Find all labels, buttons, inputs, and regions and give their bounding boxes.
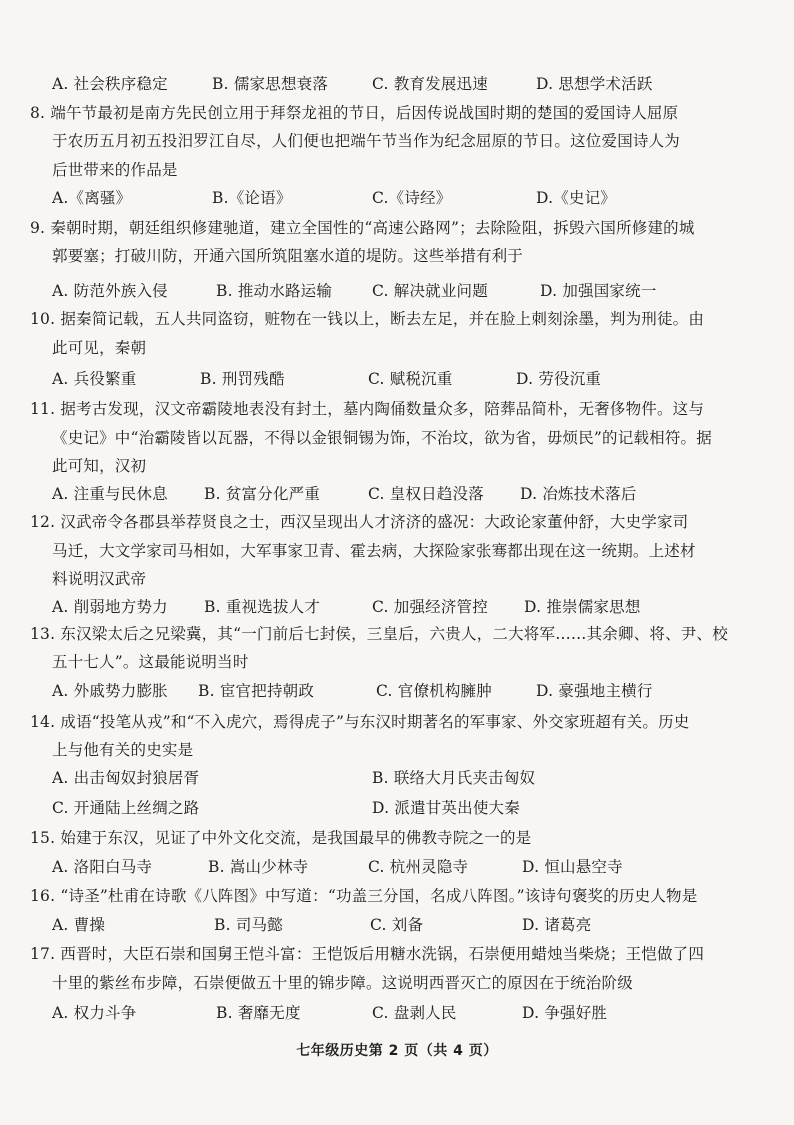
q8-option-a: A.《离骚》 <box>52 189 132 207</box>
q16-option-c: C. 刘备 <box>370 916 424 934</box>
q13-stem-line-1: 13. 东汉梁太后之兄梁冀，其“一门前后七封侯，三皇后，六贵人，二大将军……其余卿、将、尹、校 <box>30 625 728 643</box>
q10-stem-line-2: 此可见，秦朝 <box>52 339 147 357</box>
q14-option-a: A. 出击匈奴封狼居胥 <box>52 769 200 787</box>
q12-stem-line-2: 马迁，大文学家司马相如，大军事家卫青、霍去病，大探险家张骞都出现在这一统期。上述材 <box>52 542 696 560</box>
q11-stem-line-3: 此可知，汉初 <box>52 457 147 475</box>
q8-option-c: C.《诗经》 <box>372 189 452 207</box>
q9-option-b: B. 推动水路运输 <box>216 282 333 300</box>
q17-stem-line-2: 十里的紫丝布步障，石崇便做五十里的锦步障。这说明西晋灭亡的原因在于统治阶级 <box>52 974 633 992</box>
q13-option-a: A. 外戚势力膨胀 <box>52 682 168 700</box>
q10-option-a: A. 兵役繁重 <box>52 370 137 388</box>
q12-option-b: B. 重视选拔人才 <box>204 598 321 616</box>
q15-option-d: D. 恒山悬空寺 <box>522 858 623 876</box>
q9-option-c: C. 解决就业问题 <box>372 282 488 300</box>
q10-option-b: B. 刑罚残酷 <box>200 370 285 388</box>
q13-option-b: B. 宦官把持朝政 <box>198 682 315 700</box>
q9-stem-line-1: 9. 秦朝时期，朝廷组织修建驰道，建立全国性的“高速公路网”；去除险阻，拆毁六国所修建的城 <box>30 219 695 237</box>
q8-option-d: D.《史记》 <box>536 189 617 207</box>
q13-option-c: C. 官僚机构臃肿 <box>376 682 492 700</box>
q12-option-a: A. 削弱地方势力 <box>52 598 168 616</box>
q11-option-d: D. 冶炼技术落后 <box>520 485 637 503</box>
q9-option-d: D. 加强国家统一 <box>540 282 657 300</box>
q8-stem-line-2: 于农历五月初五投汨罗江自尽，人们便也把端午节当作为纪念屈原的节日。这位爱国诗人为 <box>52 132 681 150</box>
q9-option-a: A. 防范外族入侵 <box>52 282 168 300</box>
page-footer: 七年级历史第 2 页（共 4 页） <box>296 1043 498 1059</box>
q14-option-d: D. 派遣甘英出使大秦 <box>372 799 520 817</box>
q12-option-c: C. 加强经济管控 <box>372 598 488 616</box>
q10-stem-line-1: 10. 据秦简记载，五人共同盗窃，赃物在一钱以上，断去左足，并在脸上刺刻涂墨，判为刑徒。由 <box>30 310 705 328</box>
q16-option-d: D. 诸葛亮 <box>522 916 592 934</box>
q10-option-c: C. 赋税沉重 <box>368 370 453 388</box>
q10-option-d: D. 劳役沉重 <box>516 370 602 388</box>
q15-option-c: C. 杭州灵隐寺 <box>368 858 469 876</box>
q12-option-d: D. 推崇儒家思想 <box>524 598 641 616</box>
q8-stem-line-3: 后世带来的作品是 <box>52 161 178 179</box>
q15-option-a: A. 洛阳白马寺 <box>52 858 153 876</box>
q17-option-a: A. 权力斗争 <box>52 1004 137 1022</box>
q14-option-b: B. 联络大月氏夹击匈奴 <box>372 769 536 787</box>
q16-option-b: B. 司马懿 <box>214 916 283 934</box>
q12-stem-line-1: 12. 汉武帝令各郡县举荐贤良之士，西汉呈现出人才济济的盛况：大政论家董仲舒，大史学家司 <box>30 513 689 531</box>
q7-option-b: B. 儒家思想衰落 <box>212 75 329 93</box>
q17-option-b: B. 奢靡无度 <box>216 1004 301 1022</box>
q14-stem-line-1: 14. 成语“投笔从戎”和“不入虎穴，焉得虎子”与东汉时期著名的军事家、外交家班超有关。历史 <box>30 713 690 731</box>
q7-option-a: A. 社会秩序稳定 <box>52 75 168 93</box>
q17-option-c: C. 盘剥人民 <box>372 1004 457 1022</box>
q7-option-d: D. 思想学术活跃 <box>536 75 653 93</box>
q11-option-b: B. 贫富分化严重 <box>204 485 321 503</box>
q14-stem-line-2: 上与他有关的史实是 <box>52 741 194 759</box>
q15-stem-line-1: 15. 始建于东汉，见证了中外文化交流，是我国最早的佛教寺院之一的是 <box>30 829 532 847</box>
q8-option-b: B.《论语》 <box>212 189 292 207</box>
q15-option-b: B. 嵩山少林寺 <box>208 858 309 876</box>
q16-option-a: A. 曹操 <box>52 916 106 934</box>
q7-option-c: C. 教育发展迅速 <box>372 75 488 93</box>
q12-stem-line-3: 料说明汉武帝 <box>52 570 147 588</box>
q11-option-a: A. 注重与民休息 <box>52 485 168 503</box>
q11-stem-line-1: 11. 据考古发现，汉文帝霸陵地表没有封土，墓内陶俑数量众多，陪葬品简朴，无奢侈物件。这与 <box>30 400 705 418</box>
q17-option-d: D. 争强好胜 <box>522 1004 608 1022</box>
q9-stem-line-2: 郭要塞；打破川防，开通六国所筑阻塞水道的堤防。这些举措有利于 <box>52 247 524 265</box>
q16-stem-line-1: 16. “诗圣”杜甫在诗歌《八阵图》中写道：“功盖三分国，名成八阵图。”该诗句褒奖的历史人物是 <box>30 887 698 905</box>
q13-stem-line-2: 五十七人”。这最能说明当时 <box>52 653 249 671</box>
q8-stem-line-1: 8. 端午节最初是南方先民创立用于拜祭龙祖的节日，后因传说战国时期的楚国的爱国诗人屈原 <box>30 104 679 122</box>
q13-option-d: D. 豪强地主横行 <box>536 682 653 700</box>
q14-option-c: C. 开通陆上丝绸之路 <box>52 799 200 817</box>
q11-stem-line-2: 《史记》中“治霸陵皆以瓦器，不得以金银铜锡为饰，不治坟，欲为省，毋烦民”的记载相符。据 <box>52 429 712 447</box>
q11-option-c: C. 皇权日趋没落 <box>368 485 484 503</box>
q17-stem-line-1: 17. 西晋时，大臣石崇和国舅王恺斗富：王恺饭后用糖水洗锅，石崇便用蜡烛当柴烧；王恺做了四 <box>30 945 705 963</box>
